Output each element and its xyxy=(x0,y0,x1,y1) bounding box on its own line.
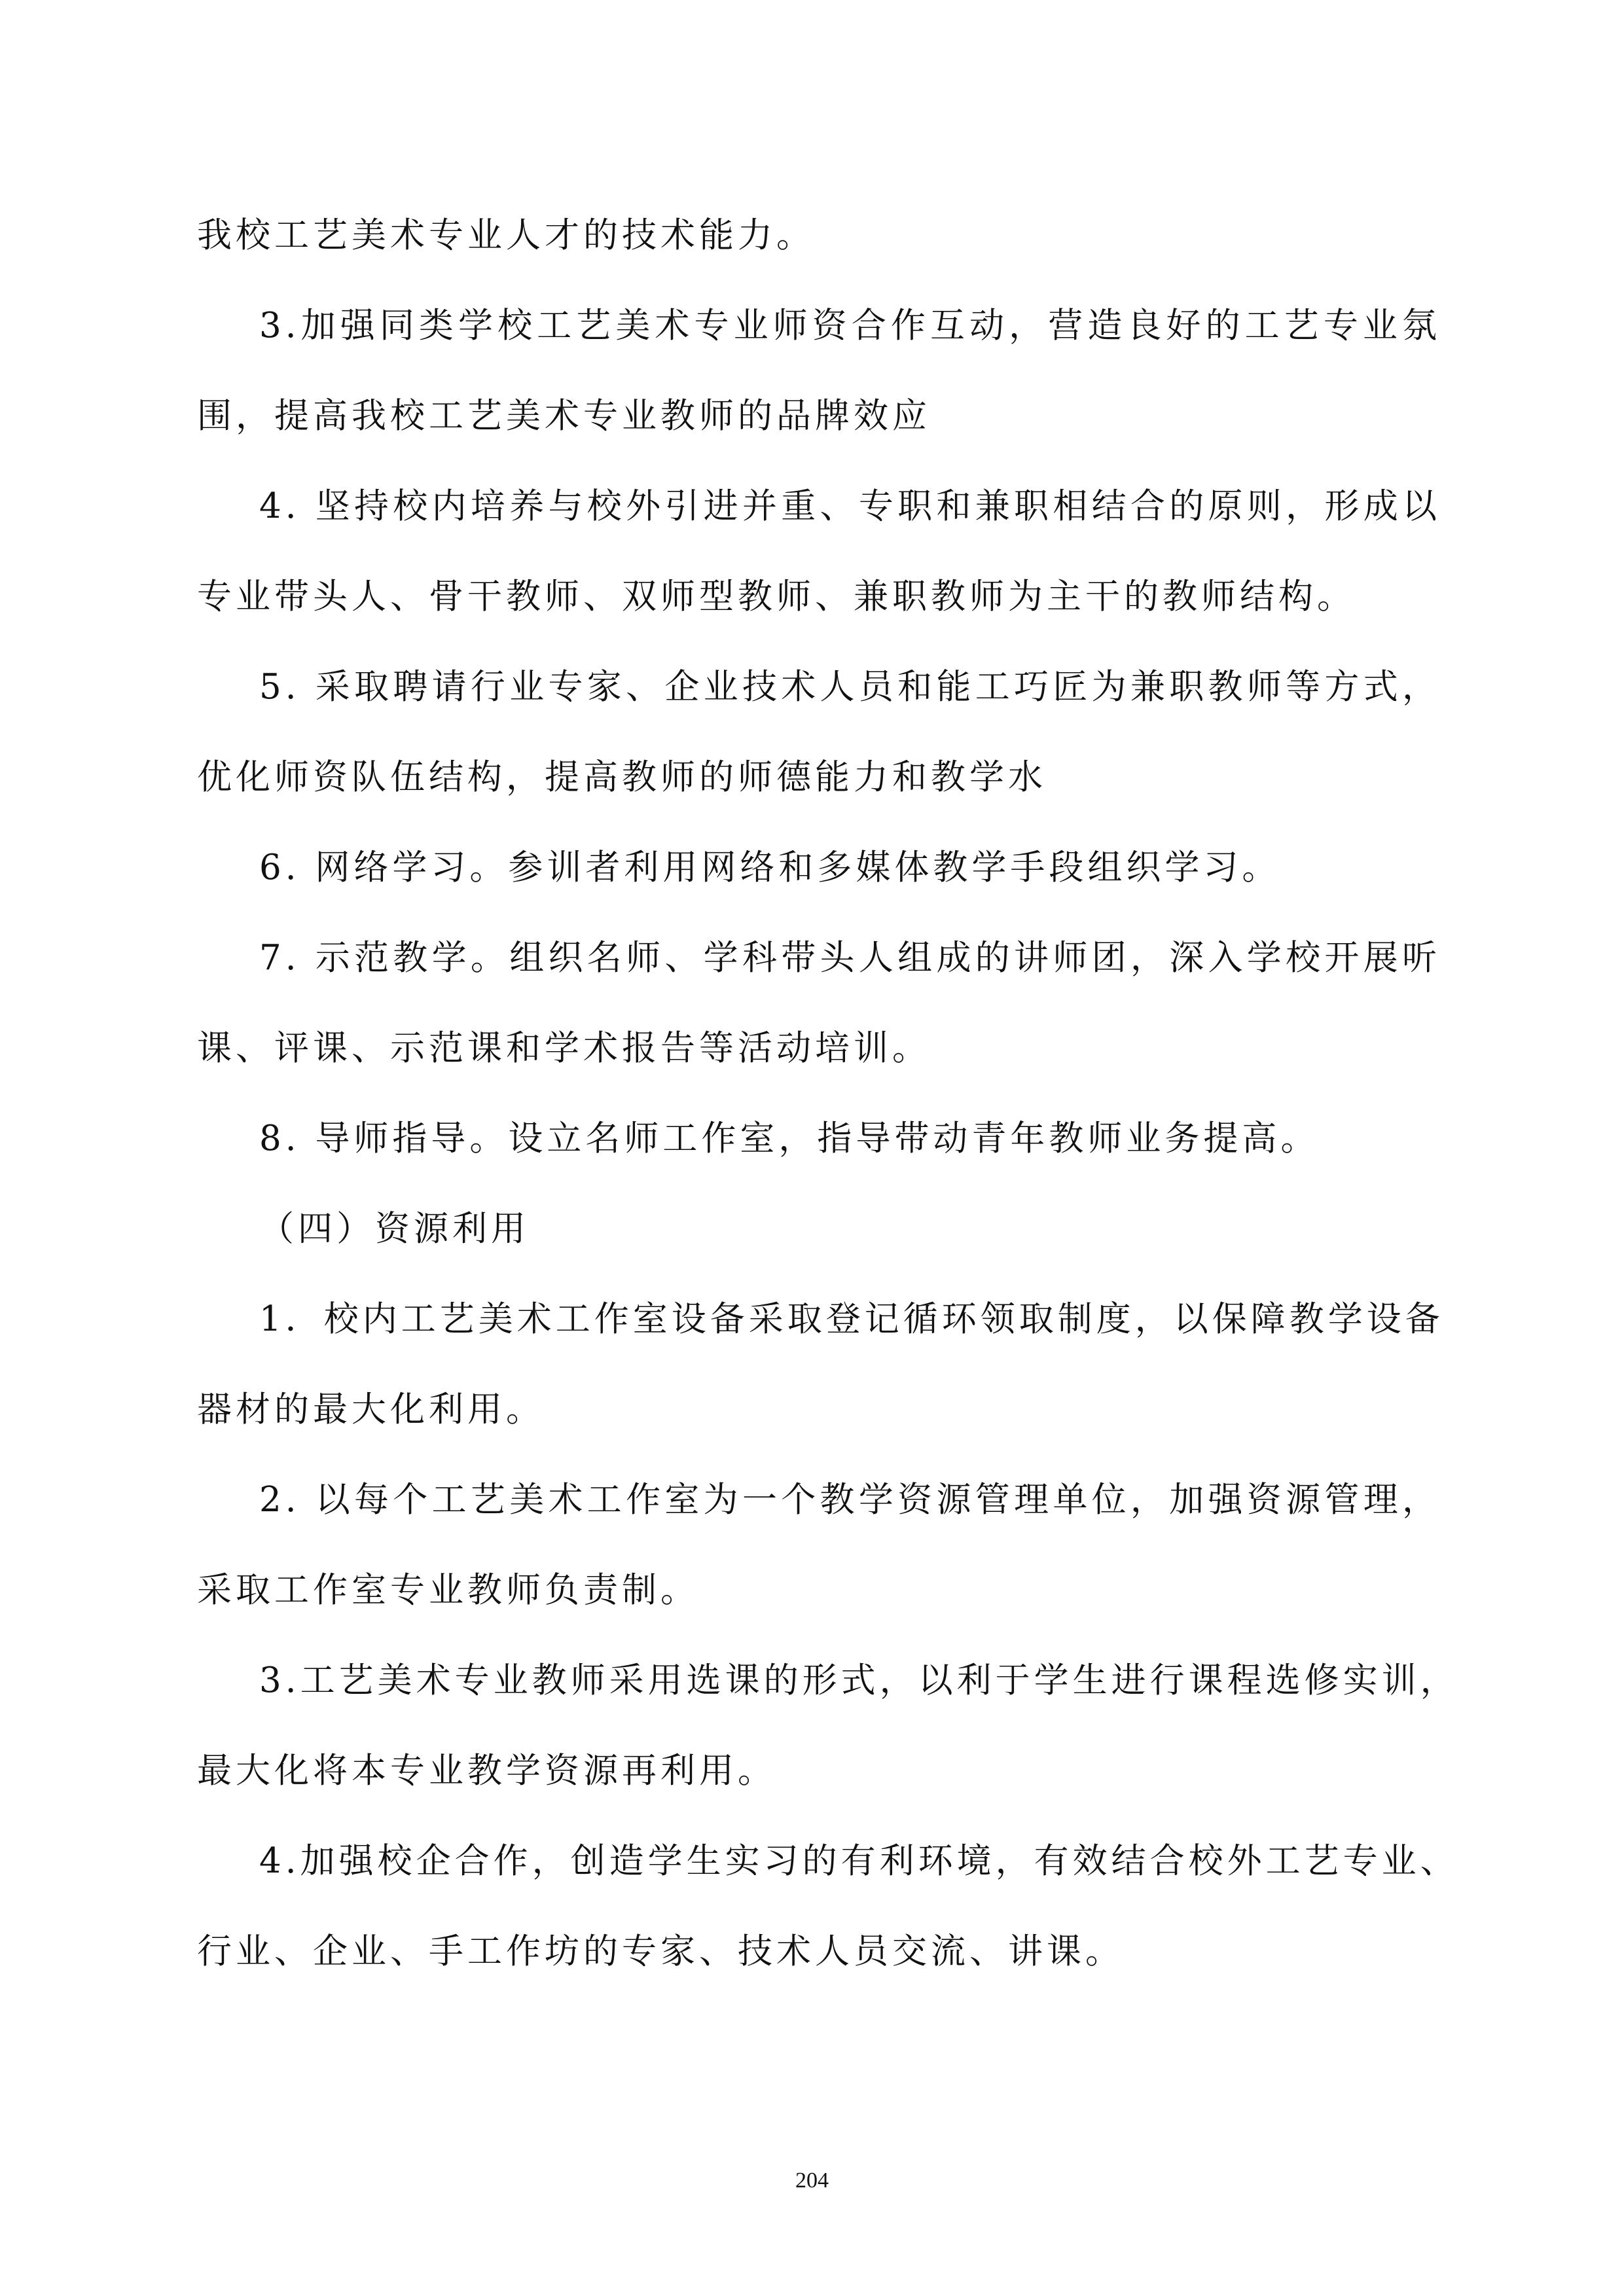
paragraph-line: 采取工作室专业教师负责制。 xyxy=(197,1570,699,1610)
paragraph-line: 课、评课、示范课和学术报告等活动培训。 xyxy=(197,1028,931,1068)
paragraph-line: 围，提高我校工艺美术专业教师的品牌效应 xyxy=(197,396,931,436)
paragraph-line: 6. 网络学习。参训者利用网络和多媒体教学手段组织学习。 xyxy=(259,848,1281,888)
paragraph-line: 优化师资队伍结构，提高教师的师德能力和教学水 xyxy=(197,757,1047,797)
paragraph-line: 5. 采取聘请行业专家、企业技术人员和能工巧匠为兼职教师等方式， xyxy=(259,667,1441,707)
paragraph-line: 8. 导师指导。设立名师工作室，指导带动青年教师业务提高。 xyxy=(259,1119,1320,1158)
paragraph-line: 4. 坚持校内培养与校外引进并重、专职和兼职相结合的原则，形成以 xyxy=(259,486,1441,526)
paragraph-line: 3.加强同类学校工艺美术专业师资合作互动，营造良好的工艺专业氛 xyxy=(259,306,1441,346)
paragraph-line: 器材的最大化利用。 xyxy=(197,1390,545,1429)
paragraph-line: 最大化将本专业教学资源再利用。 xyxy=(197,1751,776,1791)
paragraph-line: 1．校内工艺美术工作室设备采取登记循环领取制度，以保障教学设备 xyxy=(259,1299,1444,1339)
paragraph-line: 我校工艺美术专业人才的技术能力。 xyxy=(197,215,815,255)
section-heading: （四）资源利用 xyxy=(259,1209,530,1249)
paragraph-line: 7. 示范教学。组织名师、学科带头人组成的讲师团，深入学校开展听 xyxy=(259,938,1441,978)
paragraph-line: 行业、企业、手工作坊的专家、技术人员交流、讲课。 xyxy=(197,1931,1124,1971)
paragraph-line: 4.加强校企合作，创造学生实习的有利环境，有效结合校外工艺专业、 xyxy=(259,1841,1459,1881)
paragraph-line: 2. 以每个工艺美术工作室为一个教学资源管理单位，加强资源管理， xyxy=(259,1480,1441,1520)
paragraph-line: 专业带头人、骨干教师、双师型教师、兼职教师为主干的教师结构。 xyxy=(197,577,1356,617)
paragraph-line: 3.工艺美术专业教师采用选课的形式，以利于学生进行课程选修实训， xyxy=(259,1660,1459,1700)
page-number: 204 xyxy=(795,2168,829,2193)
